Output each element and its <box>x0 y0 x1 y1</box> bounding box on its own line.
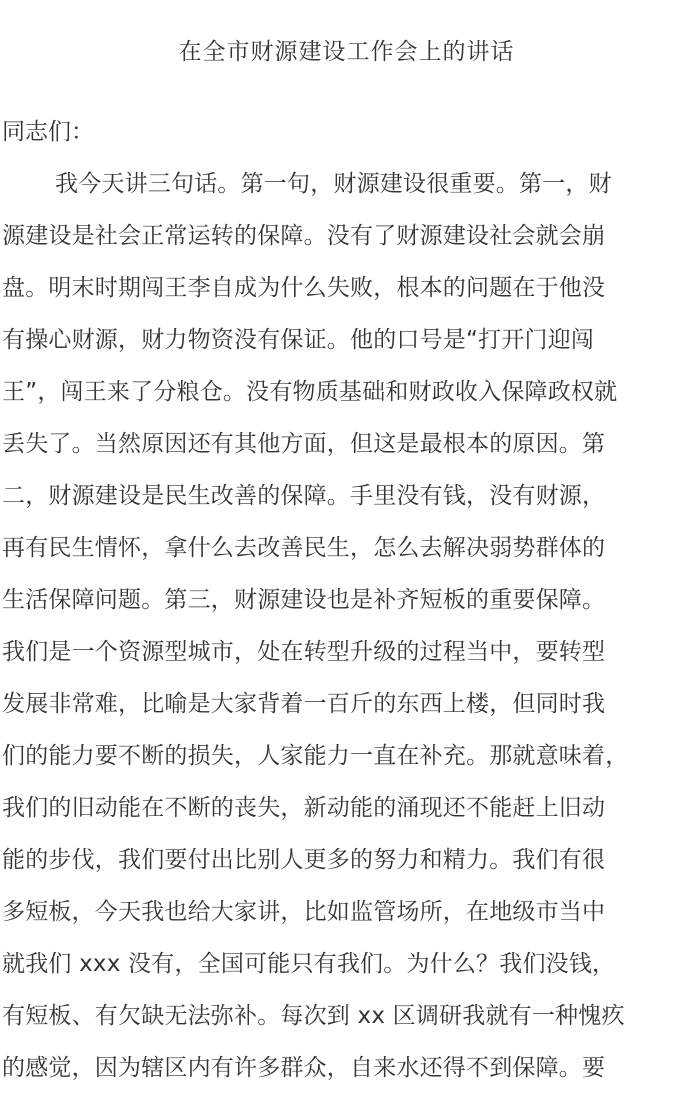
document-title: 在全市财源建设工作会上的讲话 <box>178 39 515 65</box>
body-line: 有操心财源，财力物资没有保证。他的口号是“打开门迎闯 <box>2 327 595 353</box>
body-line: 丢失了。当然原因还有其他方面，但这是最根本的原因。第 <box>2 431 606 457</box>
body-line: 我们是一个资源型城市，处在转型升级的过程当中，要转型 <box>2 639 606 665</box>
body-line: 能的步伐，我们要付出比别人更多的努力和精力。我们有很 <box>2 847 606 873</box>
body-line: 二，财源建设是民生改善的保障。手里没有钱，没有财源， <box>2 483 606 509</box>
body-line: 多短板，今天我也给大家讲，比如监管场所，在地级市当中 <box>2 899 606 925</box>
body-line: 们的能力要不断的损失，人家能力一直在补充。那就意味着， <box>2 743 629 769</box>
body-line: 发展非常难，比喻是大家背着一百斤的东西上楼，但同时我 <box>2 691 606 717</box>
body-line: 的感觉，因为辖区内有许多群众，自来水还得不到保障。要 <box>2 1055 606 1081</box>
body-line: 有短板、有欠缺无法弥补。每次到 xx 区调研我就有一种愧疚 <box>2 1003 625 1029</box>
body-line: 我今天讲三句话。第一句，财源建设很重要。第一，财 <box>55 171 612 197</box>
body-line: 我们的旧动能在不断的丧失，新动能的涌现还不能赶上旧动 <box>2 795 606 821</box>
body-line: 源建设是社会正常运转的保障。没有了财源建设社会就会崩 <box>2 223 606 249</box>
greeting: 同志们： <box>2 119 94 145</box>
body-line: 盘。明末时期闯王李自成为什么失败，根本的问题在于他没 <box>2 275 606 301</box>
body-line: 王”，闯王来了分粮仓。没有物质基础和财政收入保障政权就 <box>2 379 618 405</box>
body-line: 再有民生情怀，拿什么去改善民生，怎么去解决弱势群体的 <box>2 535 606 561</box>
body-line: 生活保障问题。第三，财源建设也是补齐短板的重要保障。 <box>2 587 606 613</box>
body-line: 就我们 xxx 没有，全国可能只有我们。为什么？我们没钱， <box>2 951 616 977</box>
